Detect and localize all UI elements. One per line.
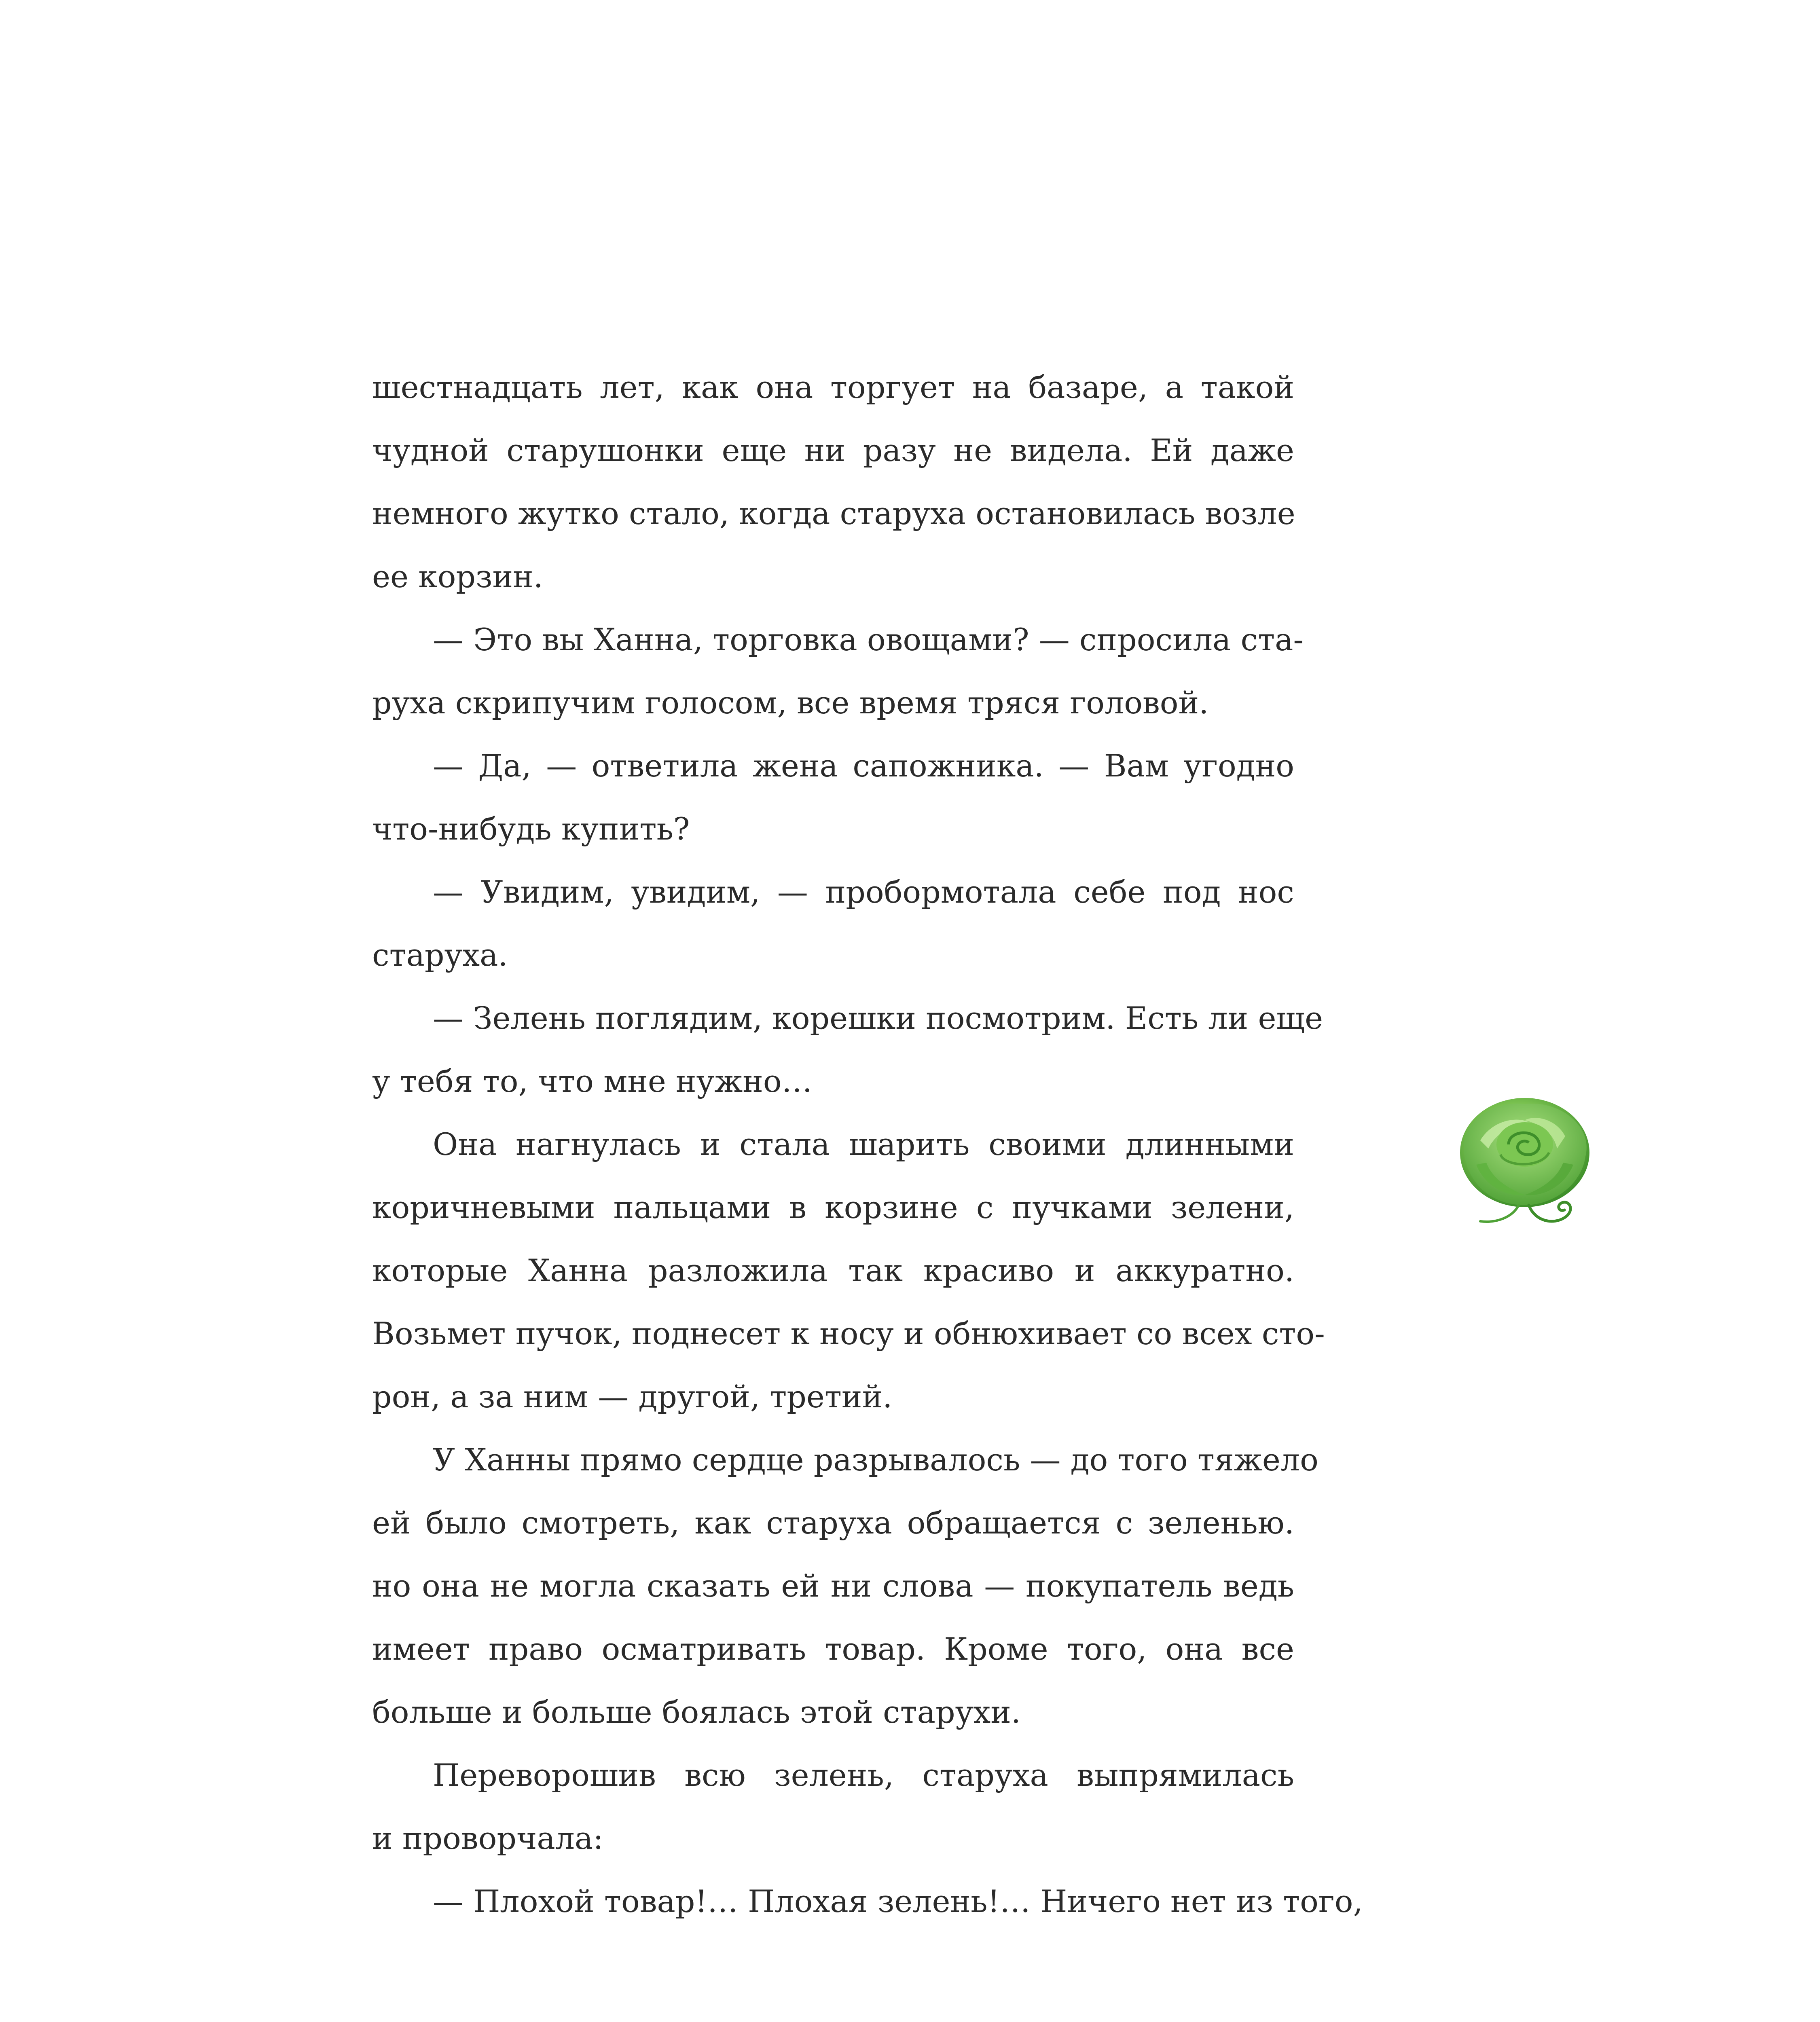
text-line: коричневыми пальцами в корзине с пучками зелени, (372, 1189, 1294, 1225)
text-line: имеет право осматривать товар. Кроме того, она все (372, 1631, 1294, 1667)
text-line: чудной старушонки еще ни разу не видела. Ей даже (372, 432, 1294, 468)
text-line: но она не могла сказать ей ни слова — покупатель ведь (372, 1568, 1294, 1604)
text-line: — Это вы Ханна, торговка овощами? — спросила ста- (433, 622, 1304, 658)
text-line: и проворчала: (372, 1820, 603, 1856)
text-line: Она нагнулась и стала шарить своими длинными (433, 1126, 1294, 1162)
text-line: руха скрипучим голосом, все время тряся головой. (372, 685, 1209, 721)
green-rose-icon (1448, 1084, 1602, 1254)
text-line: что-нибудь купить? (372, 811, 690, 847)
text-line: рон, а за ним — другой, третий. (372, 1379, 893, 1415)
text-line: У Ханны прямо сердце разрывалось — до того тяжело (433, 1442, 1318, 1478)
text-line: которые Ханна разложила так красиво и аккуратно. (372, 1252, 1294, 1288)
text-line: ей было смотреть, как старуха обращается с зеленью. (372, 1505, 1294, 1541)
text-line: — Увидим, увидим, — пробормотала себе под нос (433, 874, 1294, 910)
text-line: — Зелень поглядим, корешки посмотрим. Есть ли еще (433, 1000, 1323, 1036)
text-line: Переворошив всю зелень, старуха выпрямилась (433, 1757, 1294, 1793)
text-line: — Плохой товар!… Плохая зелень!… Ничего нет из того, (433, 1883, 1363, 1919)
text-line: Возьмет пучок, поднесет к носу и обнюхивает со всех сто- (372, 1316, 1325, 1352)
text-line: старуха. (372, 937, 508, 973)
text-line: — Да, — ответила жена сапожника. — Вам угодно (433, 748, 1294, 784)
text-line: немного жутко стало, когда старуха остановилась возле (372, 495, 1295, 531)
text-line: ее корзин. (372, 558, 543, 594)
text-line: у тебя то, что мне нужно… (372, 1063, 813, 1099)
text-line: шестнадцать лет, как она торгует на базаре, а такой (372, 369, 1294, 405)
text-line: больше и больше боялась этой старухи. (372, 1694, 1021, 1730)
